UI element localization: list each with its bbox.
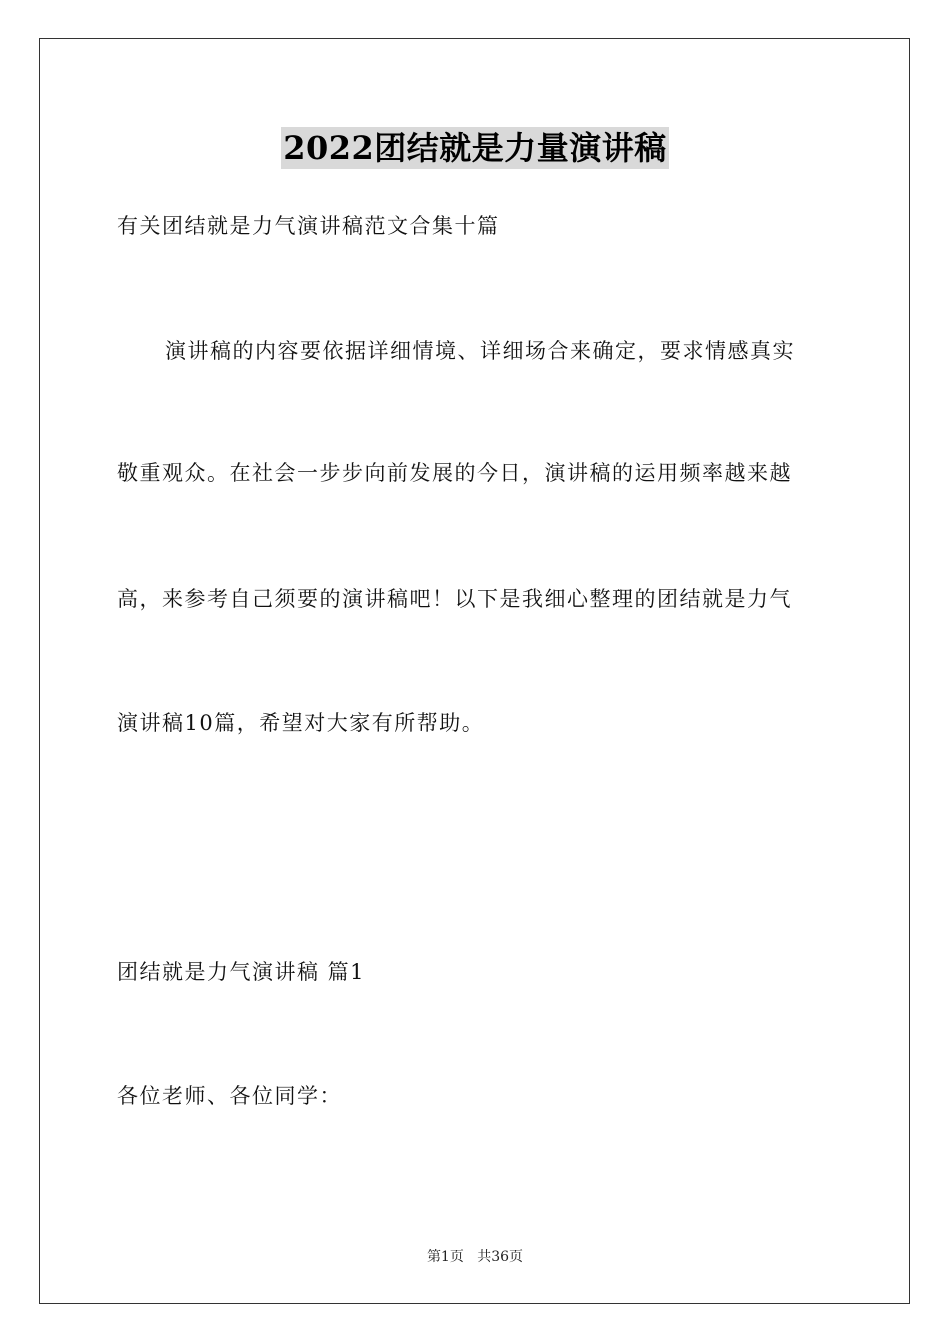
- page-number-total: 共36页: [477, 1249, 524, 1265]
- intro-line-2: 敬重观众。在社会一步步向前发展的今日，演讲稿的运用频率越来越: [117, 461, 792, 485]
- page-number-current: 第1页: [426, 1249, 464, 1265]
- document-title: 2022团结就是力量演讲稿: [283, 129, 667, 167]
- section-heading: 团结就是力气演讲稿 篇1: [117, 960, 366, 984]
- salutation: 各位老师、各位同学：: [117, 1084, 342, 1108]
- intro-line-3: 高，来参考自己须要的演讲稿吧！以下是我细心整理的团结就是力气: [117, 587, 792, 611]
- title-container: [0, 127, 950, 169]
- intro-line-4: 演讲稿10篇，希望对大家有所帮助。: [117, 711, 485, 735]
- intro-line-1: 演讲稿的内容要依据详细情境、详细场合来确定，要求情感真实: [165, 339, 795, 363]
- document-subtitle: 有关团结就是力气演讲稿范文合集十篇: [117, 214, 500, 238]
- page-footer: [0, 1248, 950, 1266]
